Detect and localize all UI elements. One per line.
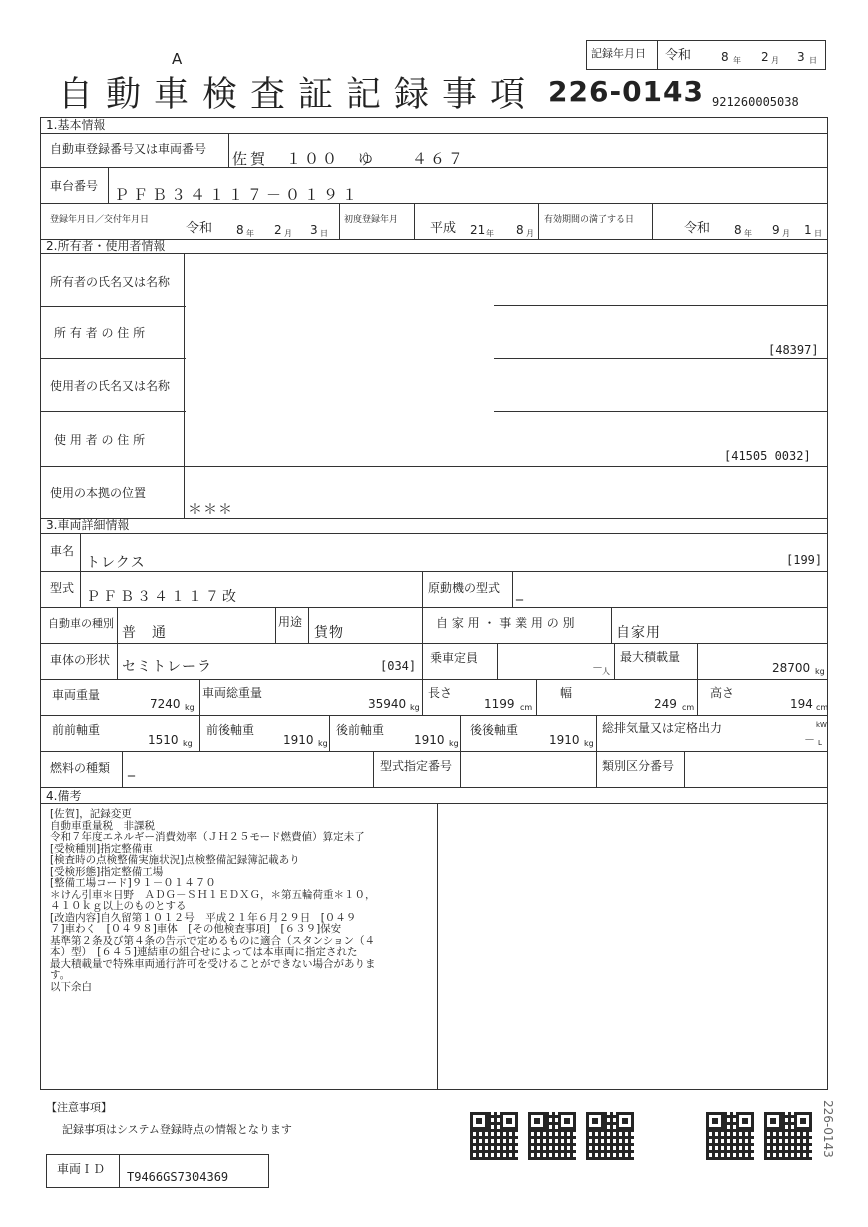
capacity-value: － <box>592 661 603 674</box>
rear-rear-axle-label: 後後軸重 <box>470 723 519 737</box>
year-unit: 年 <box>744 229 752 238</box>
user-code: [41505 0032] <box>724 449 811 463</box>
rear-front-axle-value: 1910 <box>414 733 445 747</box>
record-date-label: 記録年月日 <box>591 47 646 60</box>
gross-weight-value: 35940 <box>368 697 407 711</box>
expiry-year: 8 <box>734 223 742 237</box>
remarks-line: [検査時の点検整備実施状況]点検整備記録簿記載あり <box>50 854 300 866</box>
owner-address-label: 所 有 者 の 住 所 <box>54 326 146 340</box>
reg-date-label: 登録年月日／交付年月日 <box>50 215 150 225</box>
front-front-axle-label: 前前軸重 <box>52 723 101 737</box>
reg-number-label: 自動車登録番号又は車両番号 <box>50 142 207 156</box>
vehicle-id-label: 車両ＩＤ <box>57 1162 106 1176</box>
owner-name-label: 所有者の氏名又は名称 <box>50 275 171 289</box>
cm-unit: cm <box>816 703 829 712</box>
user-name-label: 使用者の氏名又は名称 <box>50 379 171 393</box>
liter-unit: L <box>818 739 822 747</box>
body-shape-value: セミトレーラ <box>122 659 212 675</box>
vehicle-weight-label: 車両重量 <box>52 688 101 702</box>
car-name-value: トレクス <box>86 555 146 571</box>
remarks-line: す。 <box>50 969 71 981</box>
expiry-era: 令和 <box>684 221 711 236</box>
body-shape-code: [034] <box>380 659 417 673</box>
form-mark: A <box>172 50 183 68</box>
capacity-label: 乗車定員 <box>430 651 479 665</box>
max-load-label: 最大積載量 <box>620 650 681 664</box>
max-load-value: 28700 <box>772 661 811 675</box>
length-label: 長さ <box>428 686 453 700</box>
qr-code-5 <box>764 1112 812 1160</box>
car-name-code: [199] <box>786 553 823 567</box>
remarks-line: ＊けん引車＊日野 ＡＤＧ－ＳＨ１ＥＤＸＧ，＊第五輪荷重＊１０， <box>50 888 376 901</box>
chassis-value: ＰＦＢ３４１１７－０１９１ <box>114 186 362 204</box>
section-4-title: 4.備考 <box>46 789 82 803</box>
remarks-line: [受検形態]指定整備工場 <box>50 865 164 878</box>
use-label: 用途 <box>278 615 303 629</box>
width-value: 249 <box>654 697 677 711</box>
kg-unit: kg <box>410 703 420 712</box>
kg-unit: kg <box>183 739 193 748</box>
cm-unit: cm <box>520 703 533 712</box>
record-date-year: 8 <box>721 50 729 64</box>
owner-code: [48397] <box>768 343 819 357</box>
notice-title: 【注意事項】 <box>46 1101 112 1114</box>
vehicle-type-value: 普 通 <box>122 625 167 641</box>
first-reg-year: 21 <box>470 223 486 237</box>
qr-code-2 <box>528 1112 576 1160</box>
remarks-line: ４１０ｋｇ以上のものとする <box>50 900 187 912</box>
remarks-line: [整備工場コード]９１－０１４７０ <box>50 877 216 889</box>
expiry-label: 有効期間の満了する日 <box>544 215 635 225</box>
day-unit: 日 <box>809 56 817 65</box>
section-1-title: 1.基本情報 <box>46 118 106 132</box>
kg-unit: kg <box>449 739 459 748</box>
front-rear-axle-label: 前後軸重 <box>206 723 255 737</box>
model-label: 型式 <box>50 581 75 595</box>
remarks-line: 本）型） [６４５]連結車の組合せによっては本車両に指定された <box>50 946 358 958</box>
month-unit: 月 <box>526 229 534 238</box>
base-location-value: ＊＊＊ <box>188 502 233 518</box>
handwritten-note: 226-0143 <box>821 1100 835 1158</box>
first-reg-month: 8 <box>516 223 524 237</box>
expiry-month: 9 <box>772 223 780 237</box>
remarks-line: [改造内容]自久留第１０１２号 平成２１年６月２９日 [０４９ <box>50 911 357 924</box>
record-date-era: 令和 <box>665 48 692 63</box>
reg-date-era: 令和 <box>186 221 213 236</box>
height-value: 194 <box>790 697 813 711</box>
reg-date-year: 8 <box>236 223 244 237</box>
vehicle-type-label: 自動車の種別 <box>48 617 114 630</box>
private-business-label: 自 家 用 ・ 事 業 用 の 別 <box>436 616 575 630</box>
gross-weight-label: 車両総重量 <box>202 686 263 700</box>
serial-number: 921260005038 <box>712 95 799 109</box>
displacement-label: 総排気量又は定格出力 <box>602 721 723 735</box>
remarks-line: ７]車わく [０４９８]車体 [その他検査事項] [６３９]保安 <box>50 923 342 935</box>
first-reg-era: 平成 <box>430 221 457 236</box>
record-date-box <box>586 40 826 70</box>
capacity-unit: 人 <box>602 667 610 676</box>
base-location-label: 使用の本拠の位置 <box>50 486 147 500</box>
remarks-line: [佐賀]，記録変更 <box>50 808 132 820</box>
document-title: 自動車検査証記録事項 <box>58 75 539 115</box>
vehicle-id-box <box>46 1154 269 1188</box>
reg-date-month: 2 <box>274 223 282 237</box>
year-unit: 年 <box>733 56 741 65</box>
width-label: 幅 <box>560 686 573 700</box>
remarks-line: 基準第２条及び第４条の告示で定めるものに適合（スタンション（４ <box>50 934 376 947</box>
month-unit: 月 <box>771 56 779 65</box>
user-address-label: 使 用 者 の 住 所 <box>54 433 146 447</box>
remarks-line: 以下余白 <box>50 980 92 993</box>
kg-unit: kg <box>185 703 195 712</box>
reg-date-day: 3 <box>310 223 318 237</box>
reg-number-value: 佐賀 １００ ゆ ４６７ <box>232 150 467 168</box>
document-number: 226-0143 <box>548 75 704 108</box>
vehicle-weight-value: 7240 <box>150 697 181 711</box>
first-reg-label: 初度登録年月 <box>344 215 399 225</box>
length-value: 1199 <box>484 697 515 711</box>
record-date-month: 2 <box>761 50 769 64</box>
rear-rear-axle-value: 1910 <box>549 733 580 747</box>
displacement-value: － <box>804 733 815 746</box>
remarks-line: 令和７年度エネルギー消費効率（ＪＨ２５モード燃費値）算定未了 <box>50 831 365 843</box>
class-number-label: 類別区分番号 <box>602 759 675 773</box>
rear-front-axle-label: 後前軸重 <box>336 723 385 737</box>
type-designation-label: 型式指定番号 <box>380 759 453 773</box>
private-business-value: 自家用 <box>616 625 661 641</box>
day-unit: 日 <box>814 229 822 238</box>
remarks-line: 最大積載量で特殊車両通行許可を受けることができない場合がありま <box>50 957 376 970</box>
front-rear-axle-value: 1910 <box>283 733 314 747</box>
kg-unit: kg <box>318 739 328 748</box>
qr-code-1 <box>470 1112 518 1160</box>
engine-value: _ <box>516 585 524 601</box>
fuel-type-label: 燃料の種類 <box>50 761 111 775</box>
fuel-type-value: _ <box>128 761 136 777</box>
remarks-text <box>50 809 376 993</box>
body-shape-label: 車体の形状 <box>50 653 111 667</box>
kg-unit: kg <box>815 667 825 676</box>
section-2-title: 2.所有者・使用者情報 <box>46 239 166 253</box>
height-label: 高さ <box>710 686 735 700</box>
notice-text: 記録事項はシステム登録時点の情報となります <box>62 1123 292 1136</box>
kw-unit: kW <box>816 721 827 729</box>
month-unit: 月 <box>284 229 292 238</box>
kg-unit: kg <box>584 739 594 748</box>
engine-label: 原動機の型式 <box>428 581 501 595</box>
model-value: ＰＦＢ３４１１７改 <box>86 589 239 605</box>
chassis-label: 車台番号 <box>50 179 99 193</box>
section-3-title: 3.車両詳細情報 <box>46 518 130 532</box>
qr-code-3 <box>586 1112 634 1160</box>
car-name-label: 車名 <box>50 544 75 558</box>
month-unit: 月 <box>782 229 790 238</box>
front-front-axle-value: 1510 <box>148 733 179 747</box>
year-unit: 年 <box>486 229 494 238</box>
remarks-line: [受検種別]指定整備車 <box>50 842 153 855</box>
day-unit: 日 <box>320 229 328 238</box>
year-unit: 年 <box>246 229 254 238</box>
cm-unit: cm <box>682 703 695 712</box>
expiry-day: 1 <box>804 223 812 237</box>
remarks-line: 自動車重量税 非課税 <box>50 819 155 832</box>
use-value: 貨物 <box>314 625 344 641</box>
record-date-day: 3 <box>797 50 805 64</box>
qr-code-4 <box>706 1112 754 1160</box>
vehicle-id-value: T9466GS7304369 <box>127 1170 229 1184</box>
